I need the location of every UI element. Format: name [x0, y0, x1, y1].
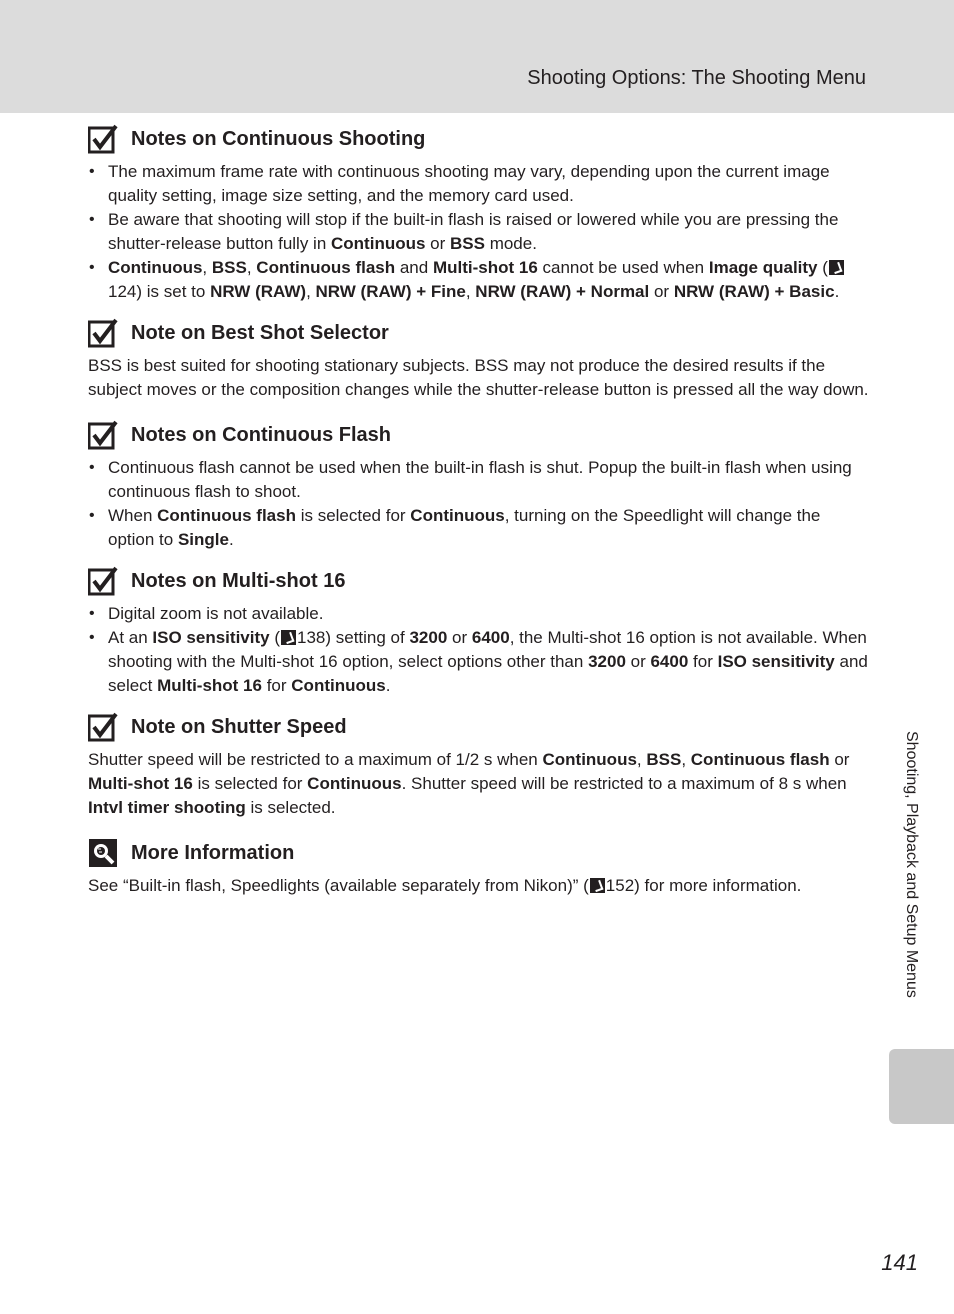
- check-note-icon: [88, 318, 118, 348]
- check-note-icon: [88, 566, 118, 596]
- bullet-list: [88, 456, 870, 552]
- page-content: [88, 124, 870, 916]
- bullet-list: [88, 160, 870, 304]
- check-note-icon: [88, 712, 118, 742]
- section-title: More Information: [131, 841, 295, 864]
- section-title: Notes on Multi-shot 16: [131, 569, 346, 592]
- list-item: • Continuous, BSS, Continuous flash and Multi-shot 16 cannot be used when Image quality (124) is set to NRW (RAW), NRW (RAW) + Fine, NRW (RAW) + Normal or NRW (RAW) + Basic.: [88, 256, 870, 304]
- page-reference-icon: [829, 260, 844, 275]
- section-title: Note on Shutter Speed: [131, 715, 347, 738]
- page-reference[interactable]: 138: [296, 628, 326, 647]
- list-item: • Digital zoom is not available.: [88, 602, 870, 626]
- paragraph: BSS is best suited for shooting stationary subjects. BSS may not produce the desired results if the subject moves or the composition changes while the shutter-release button is pressed all the way down.: [88, 356, 869, 399]
- paragraph: Shutter speed will be restricted to a maximum of 1/2 s when Continuous, BSS, Continuous flash or Multi-shot 16 is selected for Continuous. Shutter speed will be restricted to a maximum of 8 s when Intvl timer shooting is selected.: [88, 750, 850, 817]
- bullet-list: [88, 602, 870, 698]
- list-item: • At an ISO sensitivity ( 138) setting of 3200 or 6400, the Multi-shot 16 option is not available. When shooting with the Multi-shot 16 option, select options other than 3200 or 6400 for ISO sensitivity and select Multi-shot 16 for Continuous.: [88, 626, 870, 698]
- chapter-side-label: Shooting, Playback and Setup Menus: [903, 731, 920, 998]
- section-heading: [88, 838, 870, 868]
- page-header-title: Shooting Options: The Shooting Menu: [527, 67, 866, 89]
- page-reference[interactable]: 124: [108, 282, 137, 301]
- magnifier-info-icon: [88, 838, 118, 868]
- section-title: Notes on Continuous Flash: [131, 423, 391, 446]
- check-note-icon: [88, 420, 118, 450]
- page-reference-icon: [590, 878, 605, 893]
- list-item: • Be aware that shooting will stop if the built-in flash is raised or lowered while you are pressing the shutter-release button fully in Continuous or BSS mode.: [88, 208, 870, 256]
- section-heading: [88, 124, 870, 154]
- section-title: Notes on Continuous Shooting: [131, 127, 426, 150]
- section-heading: [88, 712, 870, 742]
- paragraph: See “Built-in flash, Speedlights (available separately from Nikon)” ( 152) for more information.: [88, 876, 802, 895]
- check-note-icon: [88, 124, 118, 154]
- header-band: [0, 0, 954, 113]
- section-heading: [88, 420, 870, 450]
- list-item: • When Continuous flash is selected for Continuous, turning on the Speedlight will change the option to Single.: [88, 504, 870, 552]
- section-title: Note on Best Shot Selector: [131, 321, 389, 344]
- section-heading: [88, 318, 870, 348]
- page-reference-icon: [281, 630, 296, 645]
- page-reference[interactable]: 152: [605, 876, 635, 895]
- chapter-side-tab[interactable]: [889, 1049, 954, 1124]
- list-item: • The maximum frame rate with continuous shooting may vary, depending upon the current image quality setting, image size setting, and the memory card used.: [88, 160, 870, 208]
- page-number: 141: [881, 1250, 918, 1275]
- list-item: • Continuous flash cannot be used when the built-in flash is shut. Popup the built-in flash when using continuous flash to shoot.: [88, 456, 870, 504]
- section-heading: [88, 566, 870, 596]
